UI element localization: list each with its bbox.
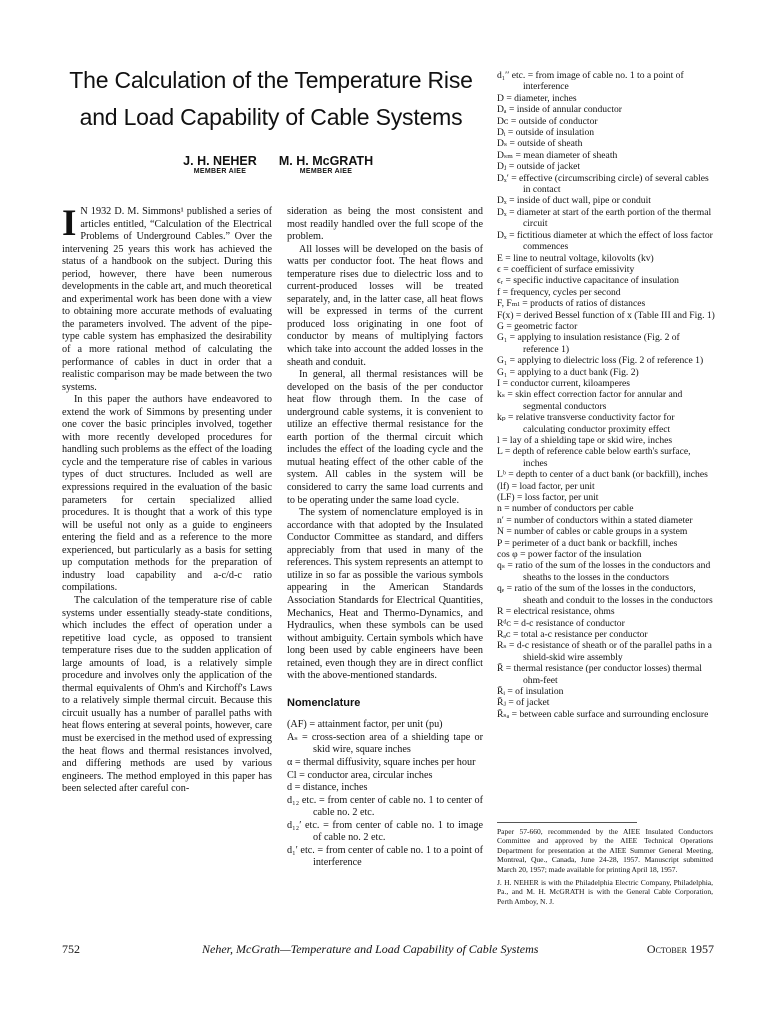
nomenclature-entry: Dₛₘ = mean diameter of sheath — [497, 149, 618, 161]
author-1 — [175, 154, 265, 175]
nomenclature-entry: P = perimeter of a duct bank or backfill, inches — [497, 537, 678, 549]
nomenclature-entry: E = line to neutral voltage, kilovolts (kv) — [497, 252, 654, 264]
drop-cap: I — [62, 203, 77, 244]
author-2 — [268, 154, 384, 175]
author-role: MEMBER AIEE — [193, 168, 247, 175]
title-line-2: and Load Capability of Cable Systems — [79, 104, 463, 130]
footnotes — [497, 827, 713, 906]
nomenclature-entry: Dᴄ = outside of conductor — [497, 115, 598, 127]
body-column-1 — [62, 203, 272, 796]
paragraph: In general, all thermal resistances will be developed on the basis of the per conductor heat flow through them. In the case of underground cable systems, it is convenient to utilize an effective thermal resistance for the earth portion of the thermal circuit which includes the effect of the loading cycle and the mutual heating effect of the other cable of the system. All cables in the system will be considered to carry the same load currents and to be operating under the same load cycle. — [287, 369, 483, 506]
paragraph: The calculation of the temperature rise of cable systems under essentially steady-state conditions, which includes the effect of operation under a repetitive load cycle, as opposed to transient temperature rises due to the sudden application of large amounts of load, is a relatively simple procedure and involves only the application of the thermal equivalents of Ohm's and Kirchoff's Laws to a relatively simple thermal circuit. Because this circuit usually has a number of parallel paths with heat flows entering at several points, however, care must be exercised in the method used of expressing the heat flows and thermal resistances involved, and differing methods are used by various engineers. The method employed in this paper has been selected after careful con- — [62, 594, 272, 795]
nomenclature-entry: F(x) = derived Bessel function of x (Table III and Fig. 1) — [497, 309, 715, 321]
nomenclature-entry: Dₛ = outside of sheath — [497, 138, 583, 150]
nomenclature-entry: I = conductor current, kiloamperes — [497, 377, 631, 389]
nomenclature-entry: Aₛ = cross-section area of a shielding tape or skid wire, square inches — [287, 731, 483, 756]
paragraph: In this paper the authors have endeavored to extend the work of Simmons by presenting under one cover the basic principles involved, together with more recently developed procedures for handling such problems as the effect of the loading cycle and the temperature rise of cables in various types of duct structures. Included as well are expressions required in the evaluation of the basic parameters for certain specialized allied procedures. It is thought that a work of this type will be useful not only as a guide to engineers entering the field and as a reference to the more experienced, but particularly as a basis for setting up computation methods for the preparation of industry load capability and a-c/d-c ratio compilations. — [62, 394, 272, 594]
nomenclature-entry: d₁₂′ etc. = from center of cable no. 1 to image of cable no. 2 etc. — [287, 819, 483, 844]
nomenclature-entry: d₁′ etc. = from center of cable no. 1 to a point of interference — [287, 844, 483, 869]
paragraph: All losses will be developed on the basis of watts per conductor foot. The heat flows and temperature rises due to dielectric loss and to current-produced losses will be treated separately, and, in the latter case, all heat flows will be expressed in terms of the current produced loss originating in one foot of conductor by means of multiplying factors which take into account the added losses in the sheath and conduit. — [287, 243, 483, 368]
nomenclature-entry: d₁₂ etc. = from center of cable no. 1 to center of cable no. 2 etc. — [287, 794, 483, 819]
nomenclature-entry: L = depth of reference cable below earth's surface, inches — [497, 446, 691, 469]
nomenclature-entry: d₁′′ etc. = from image of cable no. 1 to a point of interference — [497, 70, 684, 93]
nomenclature-column-3 — [497, 70, 715, 720]
nomenclature-entry: ϵ = coefficient of surface emissivity — [497, 263, 635, 275]
nomenclature-entry: Dₓ = inside of duct wall, pipe or conduit — [497, 195, 651, 207]
nomenclature-entry: ϵᵣ = specific inductive capacitance of insulation — [497, 275, 679, 287]
nomenclature-entry: (LF) = loss factor, per unit — [497, 492, 599, 504]
nomenclature-entry: N = number of cables or cable groups in a system — [497, 526, 688, 538]
nomenclature-entry: G = geometric factor — [497, 320, 578, 332]
issue-date: October 1957 — [646, 942, 714, 956]
nomenclature-entry: Dₓ = fictitious diameter at which the effect of loss factor commences — [497, 229, 713, 253]
nomenclature-entry: cos φ = power factor of the insulation — [497, 549, 642, 561]
nomenclature-entry: R̄ = thermal resistance (per conductor losses) thermal ohm-feet — [497, 663, 702, 686]
article-title — [56, 62, 486, 136]
author-name: M. H. McGRATH — [278, 154, 374, 168]
nomenclature-entry: f = frequency, cycles per second — [497, 286, 621, 298]
paragraph: The system of nomenclature employed is in accordance with that adopted by the Insulated Conductor Committee as standard, and differs appreciably from that used in many of the references. This system represents an attempt to utilize in so far as possible the various symbols appearing in the American Standards Association Standards for Electrical Quantities, Mechanics, Heat and Thermo-Dynamics, and Hydraulics, when these symbols can be used without ambiguity. Certain symbols which have long been used by cable engineers have been retained, even though they are in direct conflict with the above-mentioned standards. — [287, 507, 483, 682]
nomenclature-entry: G₁ = applying to insulation resistance (Fig. 2 of reference 1) — [497, 332, 680, 355]
nomenclature-entry: d = distance, inches — [287, 782, 368, 794]
footnote-block — [497, 822, 713, 906]
page-number: 752 — [62, 942, 80, 956]
title-line-1: The Calculation of the Temperature Rise — [69, 67, 473, 93]
section-heading: Nomenclature — [287, 696, 361, 709]
nomenclature-entry: α = thermal diffusivity, square inches per hour — [287, 756, 476, 768]
nomenclature-entry: Dₐ = inside of annular conductor — [497, 104, 622, 116]
nomenclature-entry: R̄ⱼ = of jacket — [497, 697, 550, 709]
nomenclature-entry: R̄ᵢ = of insulation — [497, 685, 564, 697]
nomenclature-entry: (AF) = attainment factor, per unit (pu) — [287, 719, 443, 731]
nomenclature-entry: Dᵢ = outside of insulation — [497, 127, 595, 139]
paragraph: sideration as being the most consistent and most readily handled over the full scope of the problem. — [287, 206, 483, 243]
nomenclature-entry: R = electrical resistance, ohms — [497, 606, 615, 618]
nomenclature-entry: qₑ = ratio of the sum of the losses in the conductors, sheath and conduit to the losses in the conductors — [497, 583, 713, 606]
nomenclature-entry: Dₓ′ = effective (circumscribing circle) of several cables in contact — [497, 172, 709, 196]
nomenclature-entry: Rₐᴄ = total a-c resistance per conductor — [497, 628, 648, 640]
nomenclature-entry: G₁ = applying to dielectric loss (Fig. 2 of reference 1) — [497, 355, 704, 367]
nomenclature-entry: G₁ = applying to a duct bank (Fig. 2) — [497, 366, 639, 378]
footnote-paper-info: Paper 57-660, recommended by the AIEE Insulated Conductors Committee and approved by the AIEE Technical Operations Department for presentation at the AIEE Summer General Meeting, Montreal, Que., Canada, June 24-28, 1957. Manuscript submitted March 20, 1957; made available for printing April 18, 1957. — [497, 827, 713, 874]
footnote-rule — [497, 822, 637, 823]
nomenclature-entry: Dⱼ = outside of jacket — [497, 161, 581, 173]
nomenclature-entry: R̄ₛₐ = between cable surface and surrounding enclosure — [497, 708, 709, 720]
nomenclature-entry: Rᵈᴄ = d-c resistance of conductor — [497, 617, 625, 629]
author-name: J. H. NEHER — [183, 154, 257, 168]
body-column-2 — [287, 206, 483, 870]
nomenclature-entry: kₚ = relative transverse conductivity factor for calculating conductor proximity effect — [497, 412, 675, 435]
footnote-affiliations: J. H. NEHER is with the Philadelphia Electric Company, Philadelphia, Pa., and M. H. McGRATH is with the General Cable Corporation, Perth Amboy, N. J. — [497, 878, 713, 906]
running-title: Neher, McGrath—Temperature and Load Capability of Cable Systems — [202, 942, 539, 956]
nomenclature-entry: Lᵇ = depth to center of a duct bank (or backfill), inches — [497, 469, 708, 481]
page-footer — [62, 942, 714, 960]
nomenclature-entry: Dₓ = diameter at start of the earth portion of the thermal circuit — [497, 206, 712, 230]
nomenclature-entry: Rₛ = d-c resistance of sheath or of the parallel paths in a shield-skid wire assembly — [497, 640, 712, 663]
nomenclature-entry: kₛ = skin effect correction factor for annular and segmental conductors — [497, 389, 683, 412]
nomenclature-entry: qₛ = ratio of the sum of the losses in the conductors and sheaths to the losses in the conductors — [497, 560, 711, 583]
nomenclature-entry: Cl = conductor area, circular inches — [287, 769, 433, 781]
nomenclature-list — [287, 719, 483, 870]
nomenclature-entry: n = number of conductors per cable — [497, 503, 634, 515]
nomenclature-entry: D = diameter, inches — [497, 92, 577, 104]
nomenclature-entry: F, Fₘₗ = products of ratios of distances — [497, 298, 646, 310]
author-role: MEMBER AIEE — [299, 168, 353, 175]
paragraph: I N 1932 D. M. Simmons¹ published a series of articles entitled, “Calculation of the Electrical Problems of Underground Cables.” Over the intervening 25 years this work has achieved the status of a handbook on the subject. During this period, however, there have been numerous developments in the cable art, and much theoretical and experimental work has been done with a view to obtaining more accurate methods of evaluating the parameters involved. The advent of the pipe-type cable system has emphasized the desirability of a more rational method of calculating the performance of cables in duct in order that a realistic comparison may be made between the two systems. — [62, 203, 272, 393]
nomenclature-entry: n′ = number of conductors within a stated diameter — [497, 514, 693, 526]
nomenclature-entry: (lf) = load factor, per unit — [497, 480, 595, 492]
nomenclature-entry: l = lay of a shielding tape or skid wire, inches — [497, 435, 673, 446]
